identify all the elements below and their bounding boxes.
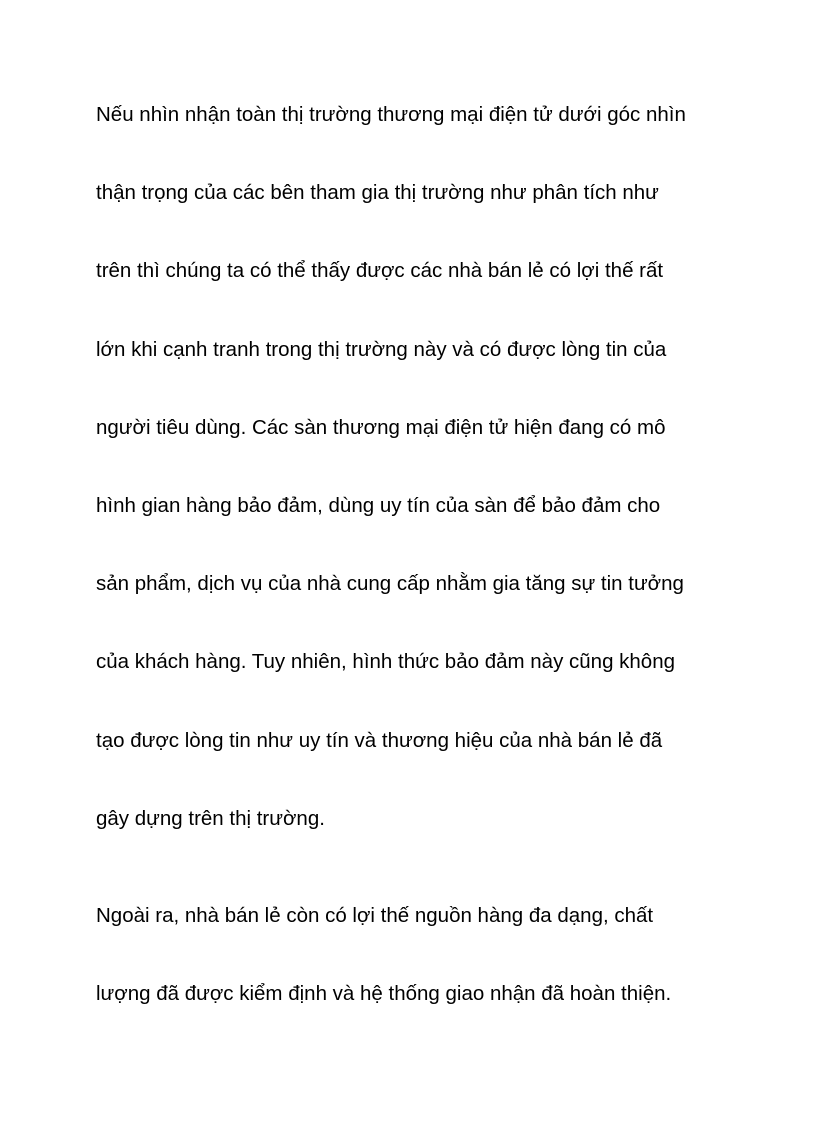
text-line: Ngoài ra, nhà bán lẻ còn có lợi thế nguồn hàng đa dạng, chất [96,904,654,927]
text-line: Nếu nhìn nhận toàn thị trường thương mại điện tử dưới góc nhìn [96,103,686,126]
text-line: người tiêu dùng. Các sàn thương mại điện tử hiện đang có mô [96,416,666,439]
text-line: gây dựng trên thị trường. [96,807,325,830]
text-line: lượng đã được kiểm định và hệ thống giao nhận đã hoàn thiện. [96,982,672,1005]
text-line: thận trọng của các bên tham gia thị trường như phân tích như [96,181,659,204]
text-line: của khách hàng. Tuy nhiên, hình thức bảo đảm này cũng không [96,650,676,673]
text-line: tạo được lòng tin như uy tín và thương hiệu của nhà bán lẻ đã [96,729,663,752]
text-line: trên thì chúng ta có thể thấy được các nhà bán lẻ có lợi thế rất [96,259,664,282]
text-line: sản phẩm, dịch vụ của nhà cung cấp nhằm gia tăng sự tin tưởng [96,572,684,595]
text-line: lớn khi cạnh tranh trong thị trường này và có được lòng tin của [96,338,667,361]
text-line: hình gian hàng bảo đảm, dùng uy tín của sàn để bảo đảm cho [96,494,661,517]
